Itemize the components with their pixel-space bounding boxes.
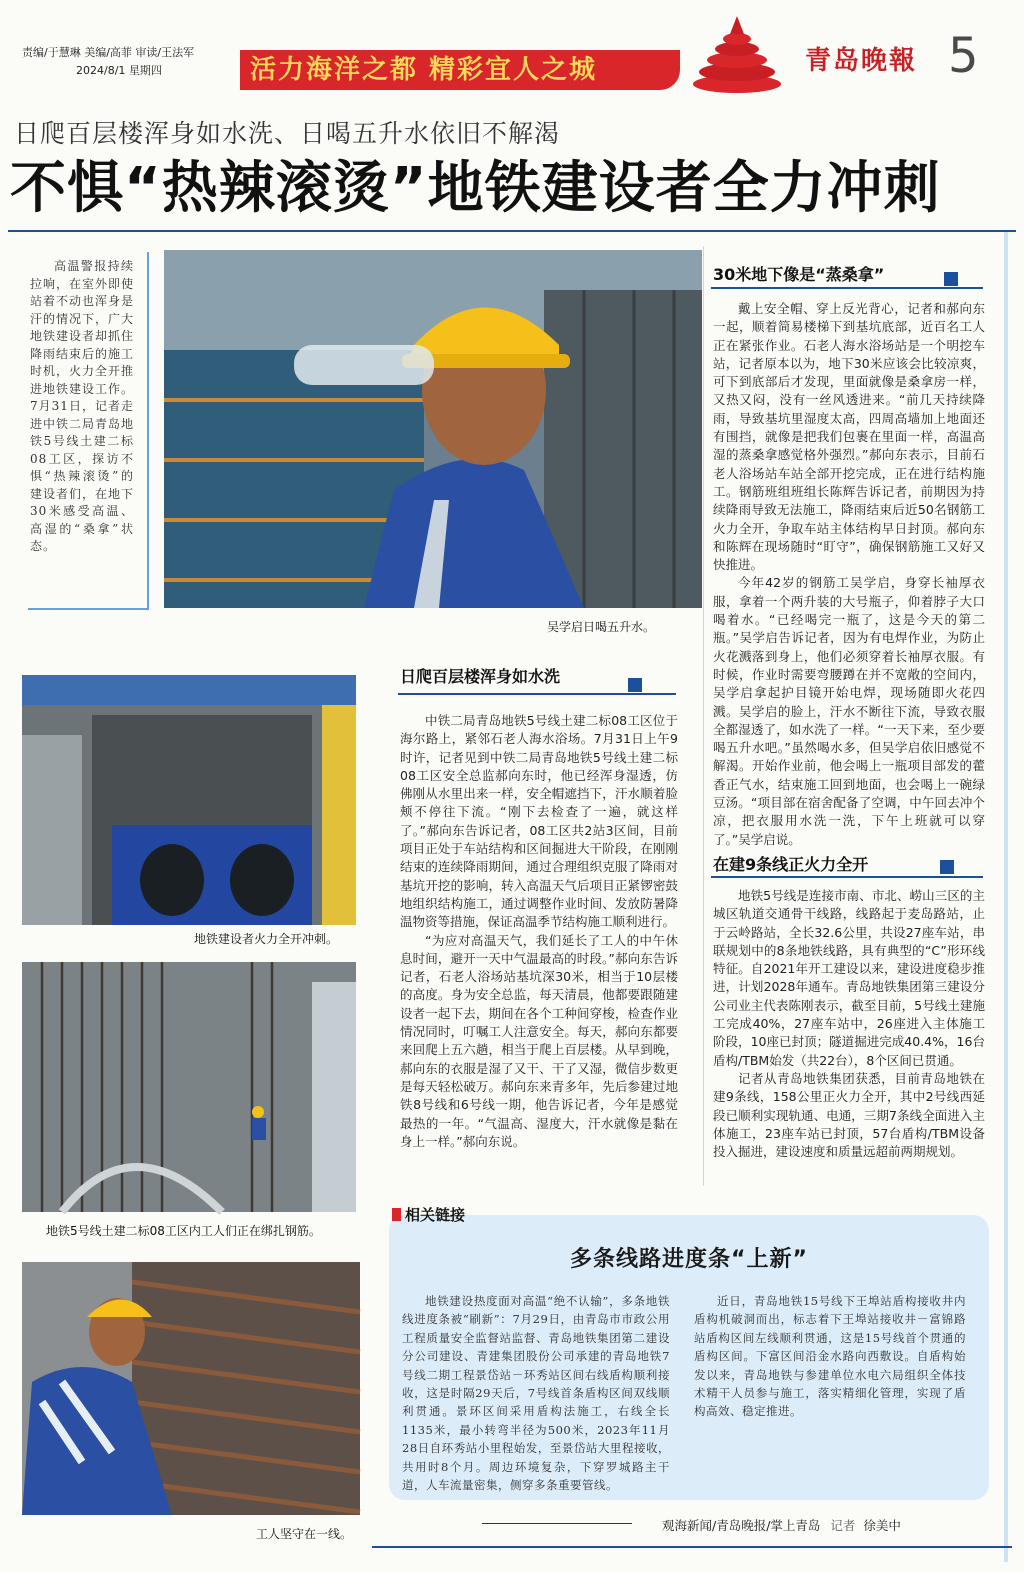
caption-main-photo: 吴学启日喝五升水。 [547, 620, 656, 634]
byline-rule [482, 1523, 632, 1524]
related-body-right [694, 1292, 966, 1421]
editors-line: 责编/于慧琳 美编/高菲 审读/王法军 [22, 46, 195, 59]
caption-worker-photo: 工人坚守在一线。 [256, 1527, 353, 1541]
section-body-sauna [713, 300, 985, 849]
article-title: 不惧“热辣滚烫”地铁建设者全力冲刺 [10, 156, 941, 221]
page-number: 5 [948, 28, 979, 84]
caption-rebar-photo: 地铁5号线土建二标08工区内工人们正在绑扎钢筋。 [46, 1224, 321, 1238]
related-tag-label: 相关链接 [405, 1206, 466, 1224]
byline [662, 1516, 901, 1534]
paragraph: 戴上安全帽、穿上反光背心，记者和郝向东一起，顺着简易楼梯下到基坑底部，近百名工人正在紧张作业。石老人海水浴场站是一个明挖车站，记者原本以为，地下30米应该会比较凉爽，可下到底部后才发现，里面就像是桑拿房一样，又热又闷，没有一丝风透进来。“前几天持续降雨，导致基坑里湿度太高，四周高墙加上地面还有围挡，就像是把我们包裹在里面一样，高温高湿的蒸桑拿感觉格外强烈。”郝向东表示，目前石老人浴场站车站全部开挖完成，正在进行结构施工。钢筋班组班组长陈辉告诉记者，前期因为持续降雨导致无法施工，降雨结束后近50名钢筋工火力全开，争取车站主体结构早日封顶。郝向东和陈辉在现场随时“盯守”，确保钢筋施工又好又快推进。 [713, 301, 985, 573]
byline-role: 记者 [830, 1518, 856, 1533]
related-body-left [402, 1292, 670, 1493]
related-title: 多条线路进度条“上新” [570, 1247, 808, 1272]
zhanqiao-tower-icon [690, 14, 785, 94]
editor-credits [22, 44, 194, 80]
paragraph: “为应对高温天气，我们延长了工人的中午休息时间，避开一天中气温最高的时段。”郝向东告诉记者，石老人浴场站基坑深30米，相当于10层楼的高度。身为安全总监，每天清晨，他都要跟随建设者一起下去，期间在各个工种间穿梭，检查作业情况同时，叮嘱工人注意安全。每天，郝向东都要来回爬上五六趟，相当于爬上百层楼。从早到晚，郝向东的衣服是湿了又干、干了又湿，微信步数更是每天轻松破万。郝向东来青多年，先后参建过地铁8号线和6号线一期，他告诉记者，今年是感觉最热的一年。“气温高、湿度大，汗水就像是黏在身上一样。”郝向东说。 [400, 932, 678, 1149]
photo-rebar-tying [22, 962, 356, 1212]
section-marker [940, 860, 954, 874]
section-title-climb: 日爬百层楼浑身如水洗 [400, 667, 561, 686]
section-title-sauna: 30米地下像是“蒸桑拿” [713, 265, 885, 284]
photo-metro-pit [22, 675, 356, 925]
paragraph: 记者从青岛地铁集团获悉，目前青岛地铁在建9条线，158公里正火力全开，其中2号线西延段已顺利实现轨通、电通，三期7条线全面进入主体施工，23座车站已封顶，57台盾构/TBM设备投入掘进，建设速度和质量远超前两期规划。 [713, 1070, 985, 1160]
title-divider [8, 230, 1016, 232]
column-divider [703, 246, 704, 1186]
section-title-lines: 在建9条线正火力全开 [713, 855, 869, 874]
lead-divider-bottom [28, 608, 149, 610]
paragraph: 近日，青岛地铁15号线下王埠站盾构接收井内盾构机破洞而出，标志着下王埠站接收井－富锦路站盾构区间左线顺利贯通，这是15号线首个贯通的盾构区间。下富区间沿金水路向西敷设。自盾构始发以来，青岛地铁与参建单位水电六局组织全体技术精干人员参与施工，落实精细化管理，实现了盾构高效、稳定推进。 [694, 1294, 966, 1419]
slogan-banner: 活力海洋之都 精彩宜人之城 [240, 50, 680, 90]
article-subtitle: 日爬百层楼浑身如水洗、日喝五升水依旧不解渴 [14, 119, 561, 148]
issue-date: 2024/8/1 星期四 [76, 64, 162, 77]
paragraph: 地铁5号线是连接市南、市北、崂山三区的主城区轨道交通骨干线路，线路起于麦岛路站，止于云岭路站，全长32.6公里，共设27座车站，串联规划中的8条地铁线路，具有典型的“C”形环线特征。自2021年开工建设以来，建设进度稳步推进，计划2028年通车。青岛地铁集团第三建设分公司业主代表陈刚表示，截至目前，5号线土建施工完成40%，27座车站中，26座进入主体施工阶段，10座已封顶；隧道掘进完成40.4%，16台盾构/TBM始发（共22台），8个区间已贯通。 [713, 888, 985, 1068]
photo-worker-drinking [164, 250, 702, 608]
related-links-tag [392, 1204, 465, 1225]
caption-pit-photo: 地铁建设者火力全开冲刺。 [194, 932, 339, 946]
section-marker [628, 678, 642, 692]
section-body-climb [400, 712, 678, 1151]
byline-source: 观海新闻/青岛晚报/掌上青岛 [662, 1518, 821, 1533]
photo-worker-on-site [22, 1262, 360, 1515]
red-square-icon [392, 1208, 401, 1221]
section-rule [711, 287, 983, 289]
paragraph: 今年42岁的钢筋工吴学启，身穿长袖厚衣服，拿着一个两升装的大号瓶子，仰着脖子大口喝着水。“已经喝完一瓶了，这是今天的第二瓶。”吴学启告诉记者，因为有电焊作业，为防止火花溅落到身上，他们必须穿着长袖厚衣服。有时候，作业时需要弯腰蹲在并不宽敞的空间内，吴学启拿起护目镜开始电焊，现场随即火花四溅。吴学启的脸上，汗水不断往下流，导致衣服全都湿透了，如水洗了一样。“一天下来，至少要喝五升水吧。”虽然喝水多，但吴学启依旧感觉不解渴。开始作业前，他会喝上一瓶项目部发的藿香正气水，结束施工回到地面，也会喝上一碗绿豆汤。“项目部在宿舍配备了空调，中午回去冲个凉，把衣服用水洗一洗，下午上班就可以穿了。”吴学启说。 [713, 575, 985, 847]
section-rule [711, 876, 983, 878]
lead-divider [147, 252, 149, 610]
byline-reporter: 徐美中 [863, 1518, 901, 1533]
page-side-border [1004, 232, 1008, 1562]
section-rule [398, 693, 676, 695]
paragraph: 中铁二局青岛地铁5号线土建二标08工区位于海尔路上，紧邻石老人海水浴场。7月31日上午9时许，记者见到中铁二局青岛地铁5号线土建二标08工区安全总监郝向东时，他已经浑身湿透，仿佛刚从水里出来一样，安全帽遮挡下，汗水顺着脸颊不停往下流。“刚下去检查了一遍，就这样了。”郝向东告诉记者，08工区共2站3区间，目前项目正处于车站结构和区间掘进大干阶段，在刚刚结束的连续降雨期间，通过合理组织克服了降雨对基坑开挖的影响，转入高温天气后项目正紧锣密鼓地组织结构施工，通过调整作业时间、发放防暑降温物资等措施，保证高温季节结构施工顺利进行。 [400, 713, 678, 930]
section-marker [944, 272, 958, 286]
article-lead: 高温警报持续拉响，在室外即使站着不动也浑身是汗的情况下，广大地铁建设者却抓住降雨结束后的施工时机，火力全开推进地铁建设工作。7月31日，记者走进中铁二局青岛地铁5号线土建二标08工区，探访不惧“热辣滚烫”的建设者们，在地下30米感受高温、高湿的“桑拿”状态。 [30, 259, 135, 553]
paper-logo: 青岛晚報 [805, 46, 918, 76]
paragraph: 地铁建设热度面对高温“绝不认输”，多条地铁线进度条被“刷新”：7月29日，由青岛市市政公用工程质量安全监督站监督、青岛地铁集团第二建设分公司建设、青建集团股份公司承建的青岛地铁7号线二期工程景岱站－环秀站区间右线盾构顺利接收，这是时隔29天后，7号线首条盾构区间双线顺利贯通。景环区间采用盾构法施工，右线全长1135米，最小转弯半径为500米，2023年11月28日自环秀站小里程始发，至景岱站大里程接收，共用时8个月。周边环境复杂，下穿罗城路主干道，人车流量密集，侧穿多条重要管线。 [402, 1294, 670, 1493]
section-body-lines [713, 887, 985, 1161]
bottom-divider [372, 1546, 1012, 1548]
